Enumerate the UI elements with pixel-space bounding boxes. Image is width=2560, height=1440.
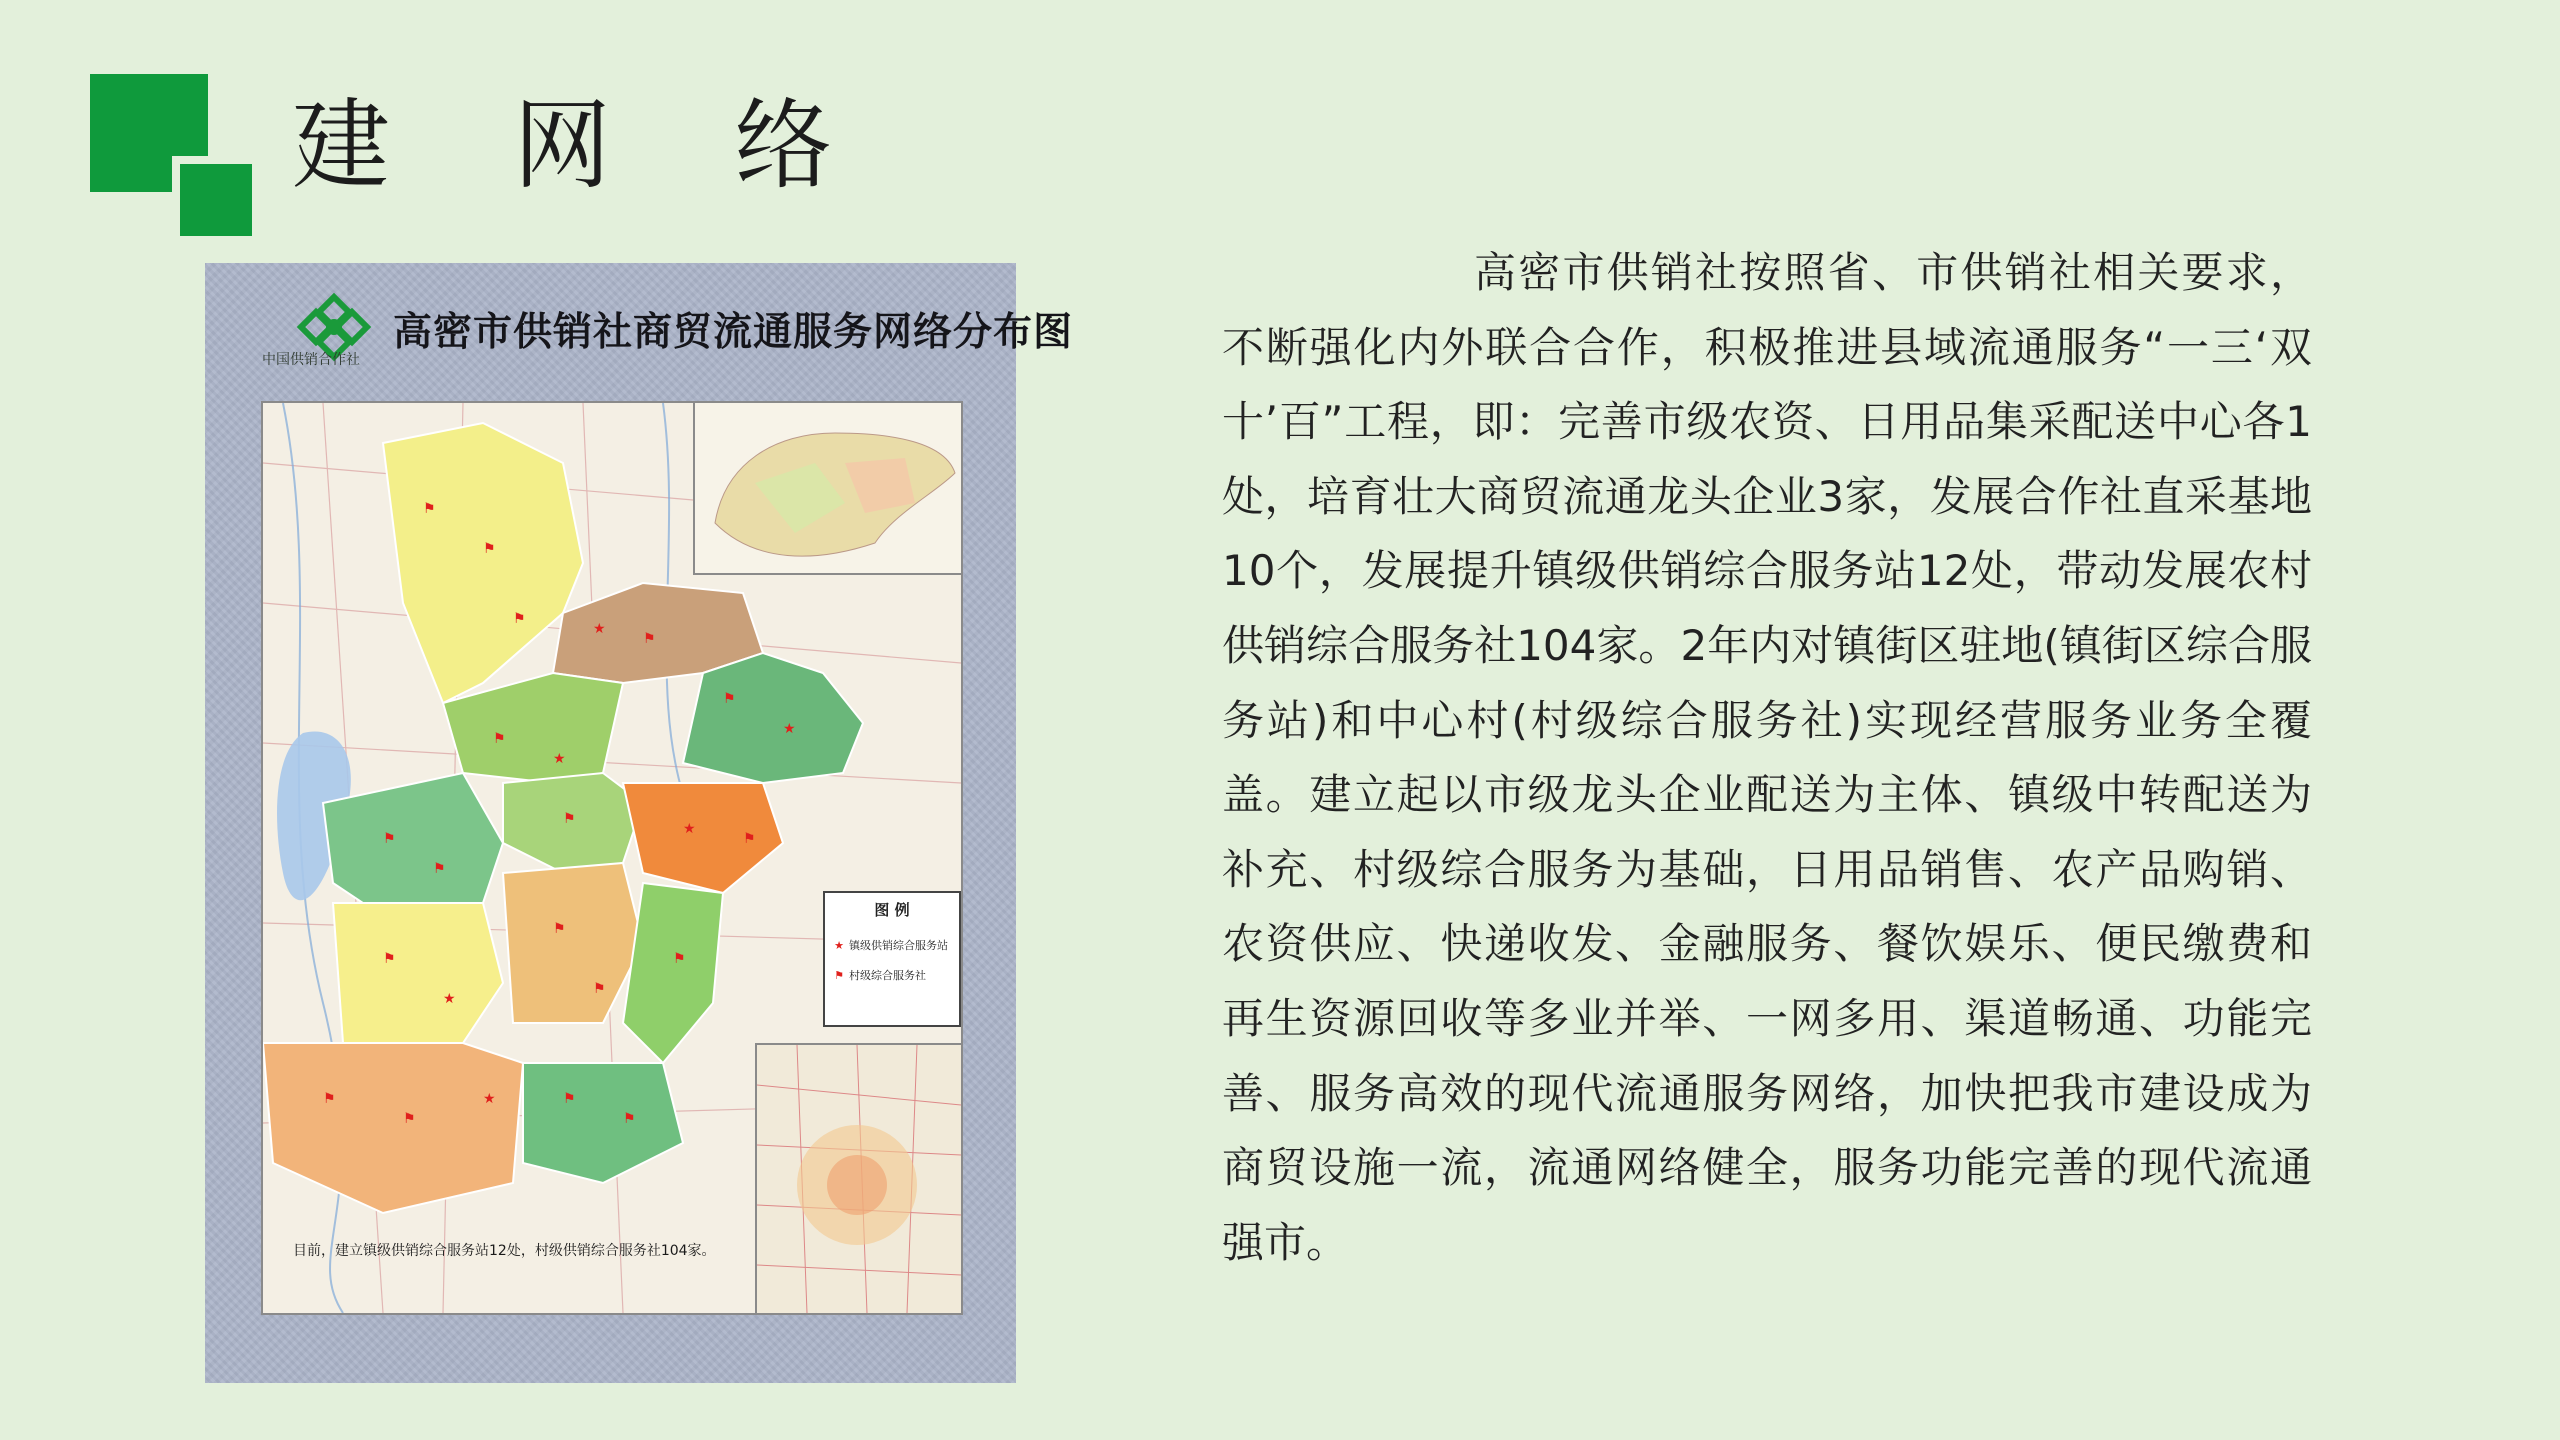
map-title: 高密市供销社商贸流通服务网络分布图 xyxy=(393,310,1074,355)
map-header xyxy=(243,293,1074,373)
svg-text:⚑: ⚑ xyxy=(553,921,566,937)
title-decor-square-small xyxy=(172,156,252,236)
svg-text:⚑: ⚑ xyxy=(563,1091,576,1107)
svg-text:⚑: ⚑ xyxy=(493,731,506,747)
inset-map-province xyxy=(693,403,961,575)
svg-text:★: ★ xyxy=(443,991,456,1007)
svg-text:⚑: ⚑ xyxy=(593,981,606,997)
legend-item-village-service xyxy=(833,967,926,983)
legend-label: 镇级供销综合服务站 xyxy=(849,939,948,952)
red-star-icon: ★ xyxy=(834,939,844,952)
coop-org-name: 中国供销合作社 xyxy=(262,352,360,368)
svg-text:⚑: ⚑ xyxy=(323,1091,336,1107)
legend-title: 图 例 xyxy=(874,901,910,919)
svg-text:⚑: ⚑ xyxy=(383,831,396,847)
svg-text:★: ★ xyxy=(553,751,566,767)
inset-map-city xyxy=(755,1043,961,1313)
red-flag-icon: ⚑ xyxy=(834,969,844,982)
svg-text:★: ★ xyxy=(593,621,606,637)
map-area xyxy=(261,401,963,1315)
svg-text:⚑: ⚑ xyxy=(423,501,436,517)
svg-text:⚑: ⚑ xyxy=(723,691,736,707)
svg-text:★: ★ xyxy=(783,721,796,737)
svg-text:⚑: ⚑ xyxy=(433,861,446,877)
svg-text:⚑: ⚑ xyxy=(743,831,756,847)
page-title: 建 网 络 xyxy=(292,89,879,203)
svg-text:⚑: ⚑ xyxy=(513,611,526,627)
map-poster xyxy=(205,263,1074,1383)
svg-text:⚑: ⚑ xyxy=(483,541,496,557)
legend-item-town-station xyxy=(833,937,948,953)
svg-text:⚑: ⚑ xyxy=(403,1111,416,1127)
svg-text:★: ★ xyxy=(683,821,696,837)
svg-text:⚑: ⚑ xyxy=(563,811,576,827)
svg-text:★: ★ xyxy=(483,1091,496,1107)
legend-label: 村级综合服务社 xyxy=(849,969,926,982)
svg-text:⚑: ⚑ xyxy=(383,951,396,967)
article-paragraph: 高密市供销社按照省、市供销社相关要求，不断强化内外联合合作，积极推进县域流通服务“一三‘双十’百”工程，即：完善市级农资、日用品集采配送中心各1处，培育壮大商贸流通龙头企业3家，发展合作社直采基地10个，发展提升镇级供销综合服务站12处，带动发展农村供销综合服务社104家。2年内对镇街区驻地(镇街区综合服务站)和中心村(村级综合服务社)实现经营服务业务全覆盖。建立起以市级龙头企业配送为主体、镇级中转配送为补充、村级综合服务为基础，日用品销售、农产品购销、农资供应、快递收发、金融服务、餐饮娱乐、便民缴费和再生资源回收等多业并举、一网多用、渠道畅通、功能完善、服务高效的现代流通服务网络，加快把我市建设成为商贸设施一流，流通网络健全，服务功能完善的现代流通强市。 xyxy=(1222,248,2312,1267)
map-legend xyxy=(823,891,961,1027)
svg-text:⚑: ⚑ xyxy=(623,1111,636,1127)
svg-text:⚑: ⚑ xyxy=(643,631,656,647)
article-body xyxy=(1222,236,2312,1280)
svg-text:⚑: ⚑ xyxy=(673,951,686,967)
map-caption: 目前，建立镇级供销综合服务站12处，村级供销综合服务社104家。 xyxy=(293,1243,716,1259)
